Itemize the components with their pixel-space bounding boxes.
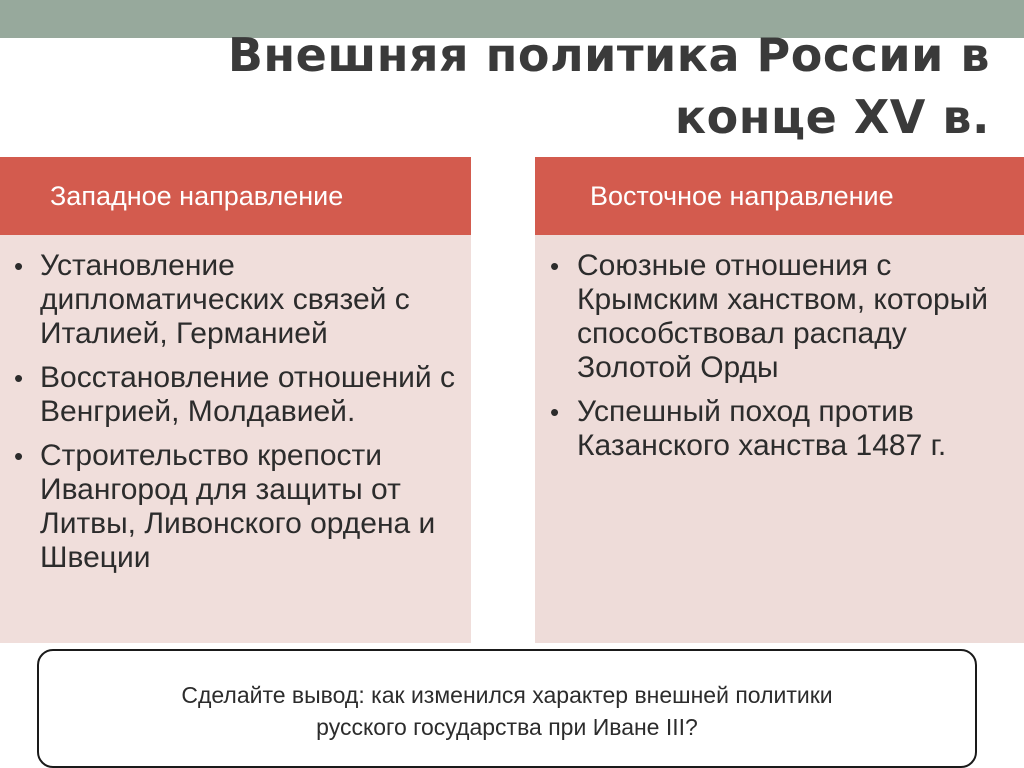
slide-title — [150, 24, 990, 148]
western-direction-header: Западное направление — [0, 157, 471, 235]
list-item-text: Установление дипломатических связей с Италией, Германией — [40, 249, 410, 350]
list-item — [535, 395, 1024, 463]
list-item — [0, 439, 471, 575]
bullet-icon: • — [14, 363, 24, 393]
list-item-text: Восстановление отношений с Венгрией, Молдавией. — [40, 361, 456, 428]
eastern-direction-body — [535, 235, 1024, 643]
western-direction-column — [0, 157, 471, 643]
eastern-direction-list — [535, 249, 1024, 463]
list-item-text: Строительство крепости Ивангород для защиты от Литвы, Ливонского ордена и Швеции — [40, 439, 436, 574]
eastern-direction-column — [535, 157, 1024, 643]
slide-title-line1: Внешняя политика России в — [227, 28, 990, 82]
conclusion-line1: Сделайте вывод: как изменился характер внешней политики — [181, 682, 833, 708]
list-item-text: Союзные отношения с Крымским ханством, который способствовал распаду Золотой Орды — [577, 249, 989, 384]
bullet-icon: • — [14, 251, 24, 281]
western-direction-list — [0, 249, 471, 575]
eastern-direction-header: Восточное направление — [535, 157, 1024, 235]
conclusion-line2: русского государства при Иване III? — [316, 714, 698, 740]
western-direction-body — [0, 235, 471, 643]
slide-title-line2: конце XV в. — [674, 90, 990, 144]
list-item — [535, 249, 1024, 385]
bullet-icon: • — [550, 397, 560, 427]
bullet-icon: • — [14, 441, 24, 471]
list-item-text: Успешный поход против Казанского ханства 1487 г. — [577, 395, 947, 462]
list-item — [0, 249, 471, 351]
conclusion-box — [37, 649, 977, 768]
list-item — [0, 361, 471, 429]
bullet-icon: • — [550, 251, 560, 281]
